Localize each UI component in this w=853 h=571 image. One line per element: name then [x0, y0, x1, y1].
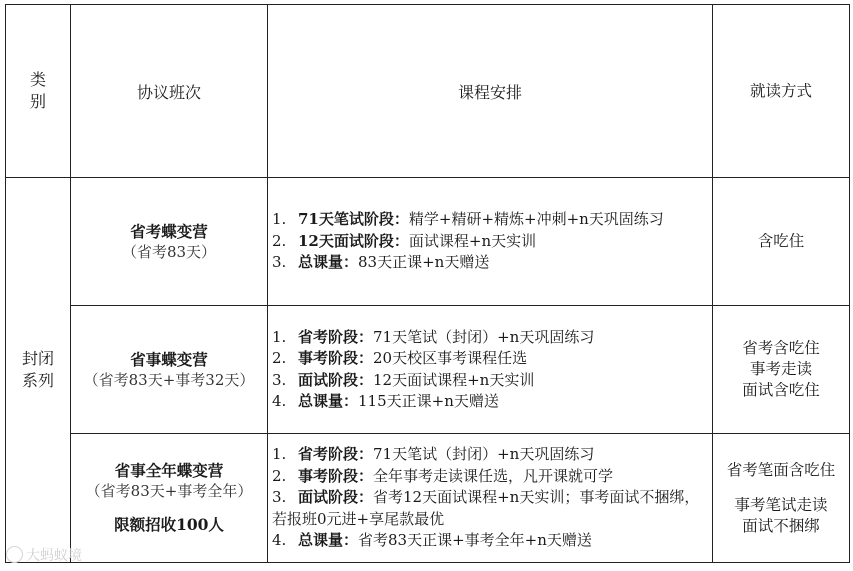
- header-row: [6, 5, 850, 178]
- schedule-item: [272, 209, 706, 231]
- header-category: [6, 5, 71, 178]
- item-label: 12天面试阶段：: [298, 231, 409, 250]
- item-text: 12天面试课程+n天实训: [373, 370, 535, 389]
- class-name: 省事蝶变营: [130, 349, 208, 369]
- schedule-item: [272, 391, 706, 413]
- item-text: 115天正课+n天赠送: [358, 392, 499, 410]
- class-name: 省考蝶变营: [130, 221, 208, 241]
- mode-cell: [713, 178, 850, 306]
- item-label: 面试阶段：: [298, 488, 374, 507]
- item-label: 总课量：: [298, 392, 359, 410]
- class-name: 省事全年蝶变营: [114, 461, 224, 480]
- item-label: 71天笔试阶段：: [298, 210, 409, 229]
- mode-line: 事考走读: [749, 360, 812, 378]
- schedule-item: [272, 231, 706, 253]
- header-mode: 就读方式: [713, 5, 850, 178]
- schedule-item: [272, 530, 706, 552]
- schedule-item: [272, 252, 706, 274]
- schedule-item: [272, 370, 706, 392]
- item-number: 3.: [272, 488, 287, 507]
- table-row: [6, 178, 850, 306]
- class-cell: [71, 306, 268, 434]
- item-number: 4.: [272, 392, 287, 410]
- schedule-cell: [268, 178, 713, 306]
- mode-line: [713, 481, 849, 495]
- schedule-item: [272, 327, 706, 349]
- category-text: 封闭: [21, 349, 54, 368]
- item-number: 3.: [272, 370, 287, 389]
- class-cell: [71, 434, 268, 563]
- watermark: [6, 545, 82, 565]
- mode-line: 面试不捆绑: [742, 516, 820, 535]
- item-number: 1.: [272, 445, 287, 464]
- header-category-text: 类: [29, 70, 46, 89]
- item-text: 省考12天面试课程+n天实训；事考面试不捆绑，若报班0元进+享尾款最优: [272, 488, 700, 528]
- item-text: 面试课程+n天实训: [408, 231, 537, 250]
- item-text: 71天笔试（封闭）+n天巩固练习: [373, 445, 595, 464]
- item-number: 2.: [272, 466, 287, 485]
- item-text: 71天笔试（封闭）+n天巩固练习: [373, 327, 595, 346]
- mode-cell: [713, 434, 850, 563]
- item-number: 2.: [272, 349, 287, 367]
- enrollment-limit: 限额招收100人: [114, 515, 224, 534]
- mode-list: [713, 460, 849, 537]
- mode-line: 省考含吃住: [742, 339, 820, 357]
- course-table: [5, 4, 850, 563]
- item-number: 2.: [272, 231, 287, 250]
- category-cell: [6, 178, 71, 563]
- header-schedule: 课程安排: [268, 5, 713, 178]
- class-duration: （省考83天）: [121, 242, 217, 261]
- item-text: 精学+精研+精炼+冲刺+n天巩固练习: [408, 210, 664, 229]
- class-cell: [71, 178, 268, 306]
- item-label: 总课量：: [298, 531, 359, 550]
- schedule-item: [272, 444, 706, 466]
- mode-line: 面试含吃住: [742, 381, 820, 399]
- item-label: 事考阶段：: [298, 466, 374, 485]
- schedule-list: [268, 327, 712, 413]
- item-number: 1.: [272, 327, 287, 346]
- table-row: [6, 434, 850, 563]
- mode-cell: [713, 306, 850, 434]
- item-number: 4.: [272, 531, 287, 550]
- mode-line: 含吃住: [757, 232, 805, 250]
- schedule-cell: [268, 434, 713, 563]
- header-category-text: 别: [29, 92, 46, 111]
- item-text: 全年事考走读课任选，凡开课就可学: [373, 466, 614, 485]
- mode-list: [713, 231, 849, 252]
- mode-line: 事考笔试走读: [734, 495, 828, 514]
- item-label: 省考阶段：: [298, 327, 374, 346]
- schedule-list: [268, 444, 712, 552]
- item-text: 20天校区事考课程任选: [373, 349, 528, 367]
- watermark-logo-icon: [6, 546, 23, 563]
- header-class: 协议班次: [71, 5, 268, 178]
- item-text: 省考83天正课+事考全年+n天赠送: [358, 531, 592, 550]
- schedule-item: [272, 487, 706, 530]
- schedule-item: [272, 348, 706, 370]
- class-duration: （省考83天+事考全年）: [85, 482, 253, 500]
- mode-line: 省考笔面含吃住: [726, 460, 836, 479]
- class-duration: （省考83天+事考32天）: [83, 370, 255, 389]
- item-label: 总课量：: [298, 253, 359, 272]
- item-number: 3.: [272, 253, 287, 272]
- watermark-text: 大蚂蚁境: [26, 548, 82, 564]
- item-number: 1.: [272, 210, 287, 229]
- item-label: 事考阶段：: [298, 349, 374, 367]
- mode-list: [713, 338, 849, 401]
- category-text: 系列: [21, 371, 54, 390]
- schedule-list: [268, 209, 712, 274]
- schedule-cell: [268, 306, 713, 434]
- schedule-item: [272, 466, 706, 488]
- item-text: 83天正课+n天赠送: [358, 253, 490, 272]
- table-row: [6, 306, 850, 434]
- item-label: 省考阶段：: [298, 445, 374, 464]
- item-label: 面试阶段：: [298, 370, 374, 389]
